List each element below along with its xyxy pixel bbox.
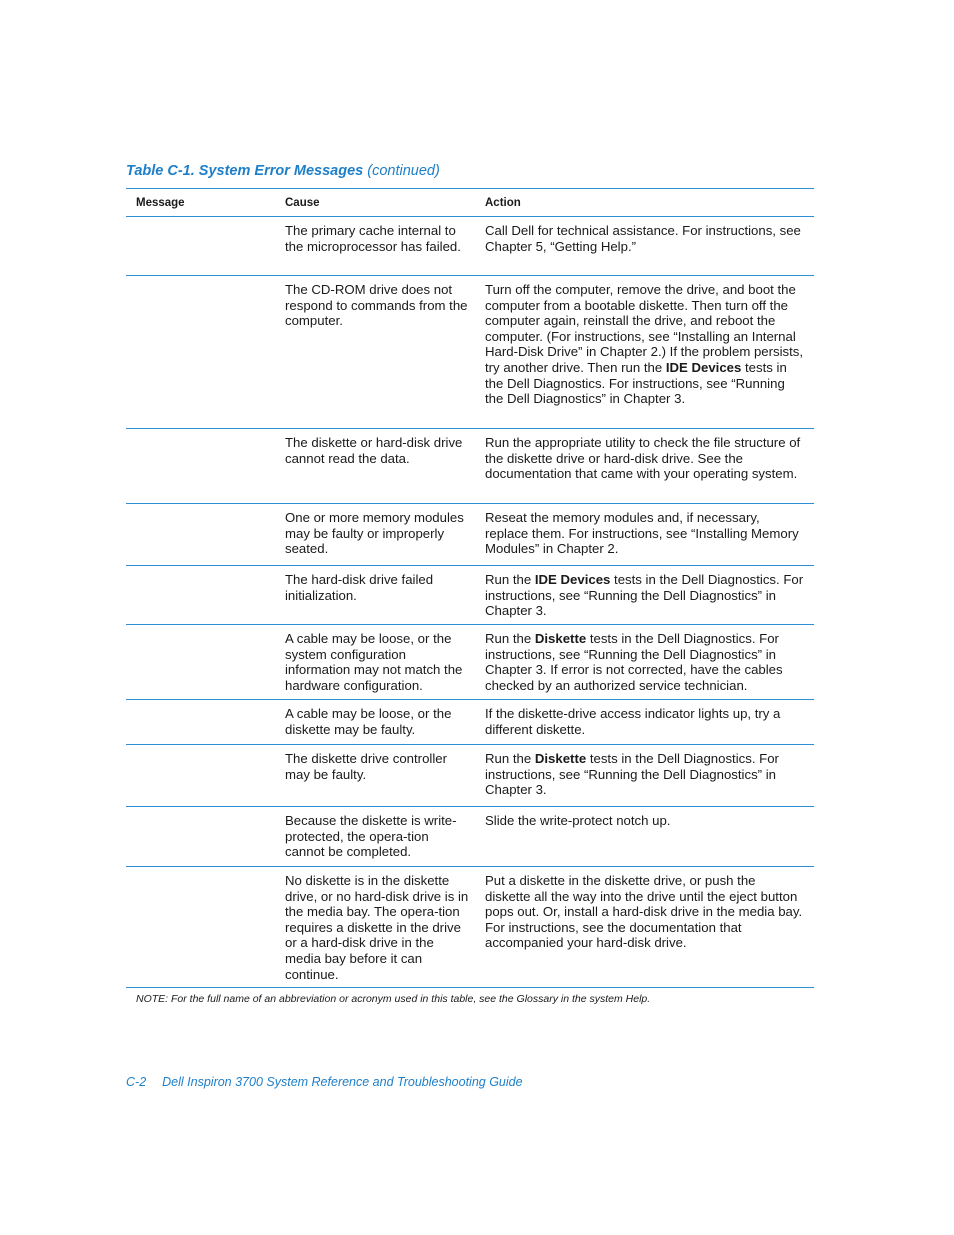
cause-cell: A cable may be loose, or the system configuration information may not match the hardware configuration. <box>285 631 463 693</box>
book-title: Dell Inspiron 3700 System Reference and Troubleshooting Guide <box>162 1075 523 1089</box>
table-row <box>126 867 814 988</box>
table-header-row <box>126 189 814 217</box>
message-cell <box>126 867 275 987</box>
cause-cell: The CD-ROM drive does not respond to commands from the computer. <box>285 282 468 329</box>
action-cell: Run the Diskette tests in the Dell Diagnostics. For instructions, see “Running the Dell Diagnostics” in Chapter 3. <box>485 751 779 798</box>
table-row <box>126 504 814 566</box>
test-name: Diskette <box>534 631 587 646</box>
table-row <box>126 276 814 429</box>
cause-cell: The primary cache internal to the microprocessor has failed. <box>285 223 461 254</box>
header-cause: Cause <box>285 196 320 209</box>
test-name: IDE Devices <box>534 572 611 587</box>
test-name: Diskette <box>534 751 587 766</box>
message-cell <box>126 700 275 744</box>
cause-cell: One or more memory modules may be faulty or improperly seated. <box>285 510 464 557</box>
action-cell: Reseat the memory modules and, if necessary, replace them. For instructions, see “Installing Memory Modules” in Chapter 2. <box>485 510 799 557</box>
table-row <box>126 625 814 700</box>
cause-cell: Because the diskette is write-protected, the opera-tion cannot be completed. <box>285 813 457 860</box>
table-row <box>126 429 814 504</box>
action-cell: If the diskette-drive access indicator lights up, try a different diskette. <box>485 706 781 737</box>
table-row <box>126 700 814 745</box>
table-caption-label: Table C-1. System Error Messages <box>126 163 364 179</box>
table-note: NOTE: For the full name of an abbreviation or acronym used in this table, see the Glossary in the system Help. <box>136 993 651 1005</box>
table-row <box>126 745 814 807</box>
cause-cell: The diskette drive controller may be faulty. <box>285 751 447 782</box>
message-cell <box>126 217 275 275</box>
message-cell <box>126 504 275 565</box>
message-cell <box>126 625 275 699</box>
cause-cell: The diskette or hard-disk drive cannot read the data. <box>285 435 463 466</box>
page-footer <box>126 1075 523 1089</box>
action-cell: Run the appropriate utility to check the file structure of the diskette drive or hard-disk drive. See the documentation that came with your operating system. <box>485 435 801 482</box>
header-action: Action <box>485 196 521 209</box>
table-caption-continued: (continued) <box>367 163 440 179</box>
action-cell: Put a diskette in the diskette drive, or push the diskette all the way into the drive until the eject button pops out. Or, install a hard-disk drive in the media bay. For instructions, see the documentation that accompanied your hard-disk drive. <box>485 873 803 951</box>
table-caption <box>126 163 440 179</box>
message-cell <box>126 566 275 624</box>
action-cell: Slide the write-protect notch up. <box>485 813 671 828</box>
table-row <box>126 217 814 276</box>
table-row <box>126 566 814 625</box>
test-name: IDE Devices <box>665 359 742 375</box>
message-cell <box>126 276 275 428</box>
action-cell: Turn off the computer, remove the drive, and boot the computer from a bootable diskette. Then turn off the computer again, reinstall the drive, and reboot the computer. (For instructions, see “Installing an Internal Hard-Disk Drive” in Chapter 2.) If the problem persists, try another drive. Then run the IDE Devices tests in the Dell Diagnostics. For instructions, see “Running the Dell Diagnostics” in Chapter 3. <box>485 282 804 407</box>
cause-cell: The hard-disk drive failed initialization. <box>285 572 434 603</box>
action-cell: Run the IDE Devices tests in the Dell Diagnostics. For instructions, see “Running the Dell Diagnostics” in Chapter 3. <box>485 572 804 619</box>
page-number: C-2 <box>126 1075 147 1089</box>
action-cell: Run the Diskette tests in the Dell Diagnostics. For instructions, see “Running the Dell Diagnostics” in Chapter 3. If error is not corrected, have the cables checked by an authorized service technician. <box>485 631 783 693</box>
message-cell <box>126 807 275 866</box>
message-cell <box>126 745 275 806</box>
table-row <box>126 807 814 867</box>
error-messages-table <box>126 188 814 988</box>
message-cell <box>126 429 275 503</box>
cause-cell: A cable may be loose, or the diskette may be faulty. <box>285 706 452 737</box>
action-cell: Call Dell for technical assistance. For instructions, see Chapter 5, “Getting Help.” <box>485 223 801 254</box>
header-message: Message <box>136 196 185 209</box>
cause-cell: No diskette is in the diskette drive, or no hard-disk drive is in the media bay. The opera-tion requires a diskette in the drive or a hard-disk drive in the media bay before it can continue. <box>285 873 469 982</box>
